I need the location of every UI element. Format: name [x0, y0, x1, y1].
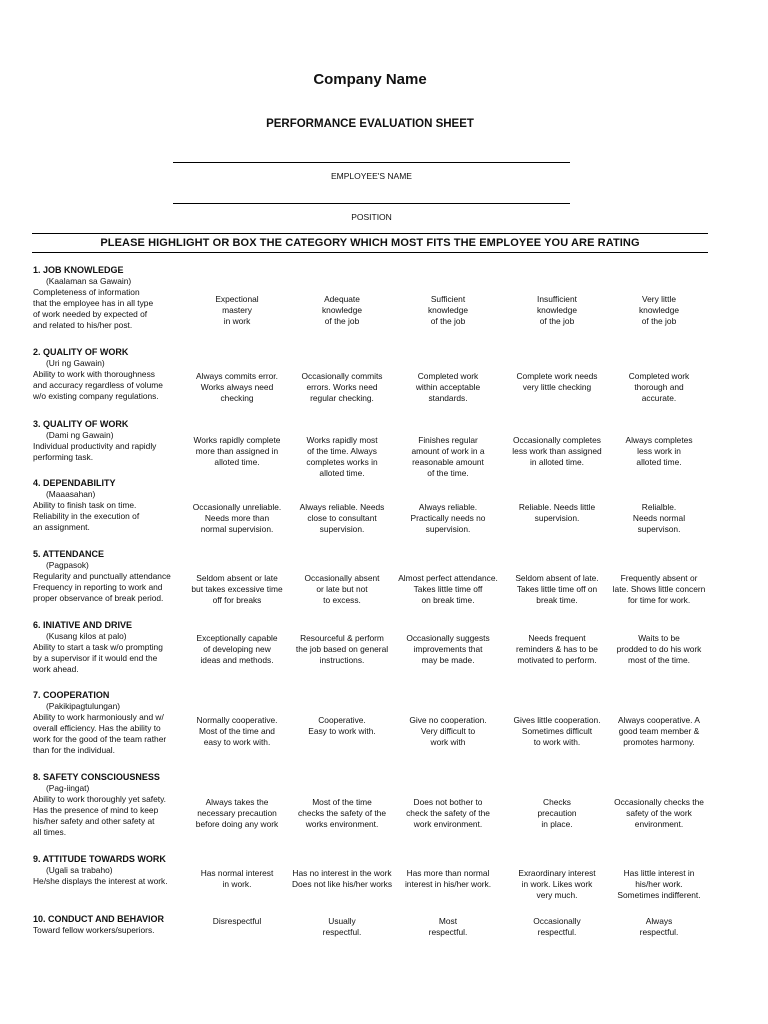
rating-option-4[interactable]: Insufficient knowledge of the job — [536, 294, 578, 326]
rating-option-5[interactable]: Occasionally checks the safety of the work environment. — [614, 797, 704, 829]
rating-option-1[interactable]: Occasionally unreliable. Needs more than normal supervision. — [192, 502, 282, 534]
rating-option-2[interactable]: Adequate knowledge of the job — [321, 294, 363, 326]
rating-option-1[interactable]: Always takes the necessary precaution before doing any work — [195, 797, 279, 829]
rating-option-4[interactable]: Checks precaution in place. — [537, 797, 577, 829]
rating-option-5[interactable]: Always cooperative. A good team member & promotes harmony. — [618, 715, 700, 747]
rating-option-4[interactable]: Gives little cooperation. Sometimes difficult to work with. — [513, 715, 601, 747]
rating-option-4[interactable]: Occasionally completes less work than assigned in alloted time. — [512, 435, 602, 467]
rating-option-2[interactable]: Most of the time checks the safety of the works environment. — [298, 797, 386, 829]
rating-option-1[interactable]: Works rapidly complete more than assigned in alloted time. — [193, 435, 281, 467]
instruction-banner: PLEASE HIGHLIGHT OR BOX THE CATEGORY WHICH MOST FITS THE EMPLOYEE YOU ARE RATING — [100, 237, 640, 249]
section-title: 8. SAFETY CONSCIOUSNESS — [33, 772, 160, 782]
section-description: Ability to work thoroughly yet safety. Has the presence of mind to keep his/her safety and other safety at all times. — [33, 794, 166, 837]
rating-option-5[interactable]: Very little knowledge of the job — [638, 294, 680, 326]
rating-option-4[interactable]: Needs frequent reminders & has to be motivated to perform. — [516, 633, 598, 665]
rating-option-5[interactable]: Always respectful. — [639, 916, 679, 937]
section-local-title: (Pakikipagtulungan) — [46, 701, 121, 711]
section-local-title: (Kaalaman sa Gawain) — [46, 276, 132, 286]
section-title: 1. JOB KNOWLEDGE — [33, 265, 124, 275]
section-local-title: (Pagpasok) — [46, 560, 89, 570]
rating-option-5[interactable]: Frequently absent or late. Shows little concern for time for work. — [612, 573, 706, 605]
section-description: Toward fellow workers/superiors. — [33, 925, 155, 935]
rating-option-1[interactable]: Seldom absent or late but takes excessive time off for breaks — [191, 573, 283, 605]
section-local-title: (Pag-iingat) — [46, 783, 90, 793]
rating-option-5[interactable]: Waits to be prodded to do his work most of the time. — [616, 633, 702, 665]
rating-option-1[interactable]: Exceptionally capable of developing new ideas and methods. — [196, 633, 278, 665]
rating-option-1[interactable]: Disrespectful — [212, 916, 262, 926]
rating-option-2[interactable]: Occasionally commits errors. Works need regular checking. — [301, 371, 383, 403]
rating-option-5[interactable]: Always completes less work in alloted time. — [625, 435, 693, 467]
section-description: He/she displays the interest at work. — [33, 876, 168, 886]
section-description: Completeness of information that the employee has in all type of work needed by expected of and related to his/her post. — [33, 287, 154, 330]
section-local-title: (Maaasahan) — [46, 489, 96, 499]
section-title: 2. QUALITY OF WORK — [33, 347, 129, 357]
rating-option-1[interactable]: Expectional mastery in work — [215, 294, 259, 326]
position-line[interactable] — [173, 203, 570, 204]
section-description: Ability to work with thoroughness and accuracy regardless of volume w/o existing company regulations. — [33, 369, 163, 401]
section-title: 4. DEPENDABILITY — [33, 478, 116, 488]
rating-option-2[interactable]: Works rapidly most of the time. Always completes works in alloted time. — [306, 435, 378, 478]
rating-option-3[interactable]: Sufficient knowledge of the job — [427, 294, 469, 326]
rating-option-2[interactable]: Occasionally absent or late but not to excess. — [304, 573, 380, 605]
rating-option-3[interactable]: Most respectful. — [428, 916, 468, 937]
rating-option-4[interactable]: Occasionally respectful. — [533, 916, 581, 937]
section-title: 9. ATTITUDE TOWARDS WORK — [33, 854, 166, 864]
position-label: POSITION — [351, 212, 392, 222]
rating-option-2[interactable]: Resourceful & perform the job based on general instructions. — [295, 633, 389, 665]
section-local-title: (Kusang kilos at palo) — [46, 631, 127, 641]
rating-option-2[interactable]: Always reliable. Needs close to consultant supervision. — [299, 502, 385, 534]
rating-option-3[interactable]: Completed work within acceptable standards. — [415, 371, 481, 403]
rating-option-3[interactable]: Finishes regular amount of work in a reasonable amount of the time. — [411, 435, 485, 478]
section-title: 10. CONDUCT AND BEHAVIOR — [33, 914, 165, 924]
rating-option-2[interactable]: Cooperative. Easy to work with. — [308, 715, 376, 736]
section-description: Regularity and punctually attendance Frequency in reporting to work and proper observance of break period. — [33, 571, 171, 603]
company-name: Company Name — [313, 71, 427, 88]
banner-top-rule — [32, 233, 708, 234]
section-local-title: (Dami ng Gawain) — [46, 430, 114, 440]
rating-option-1[interactable]: Normally cooperative. Most of the time and easy to work with. — [196, 715, 278, 747]
rating-option-3[interactable]: Occasionally suggests improvements that may be made. — [406, 633, 490, 665]
rating-option-3[interactable]: Always reliable. Practically needs no supervision. — [410, 502, 486, 534]
section-title: 3. QUALITY OF WORK — [33, 419, 129, 429]
employee-name-line[interactable] — [173, 162, 570, 163]
section-local-title: (Ugali sa trabaho) — [46, 865, 113, 875]
section-description: Ability to finish task on time. Reliability in the execution of an assignment. — [33, 500, 140, 532]
section-description: Ability to work harmoniously and w/ overall efficiency. Has the ability to work for the good of the team rather than for the individual. — [33, 712, 167, 755]
rating-option-3[interactable]: Almost perfect attendance. Takes little time off on break time. — [398, 573, 498, 605]
section-description: Individual productivity and rapidly performing task. — [33, 441, 157, 462]
rating-option-4[interactable]: Complete work needs very little checking — [516, 371, 598, 392]
rating-option-5[interactable]: Has little interest in his/her work. Sometimes indifferent. — [617, 868, 701, 900]
section-title: 6. INIATIVE AND DRIVE — [33, 620, 133, 630]
rating-option-1[interactable]: Has normal interest in work. — [200, 868, 274, 889]
rating-option-3[interactable]: Give no cooperation. Very difficult to work with — [409, 715, 487, 747]
rating-option-5[interactable]: Relialble. Needs normal supervison. — [632, 502, 686, 534]
rating-option-4[interactable]: Reliable. Needs little supervision. — [518, 502, 596, 523]
rating-option-5[interactable]: Completed work thorough and accurate. — [628, 371, 690, 403]
rating-option-2[interactable]: Has no interest in the work Does not like his/her works — [291, 868, 393, 889]
rating-option-4[interactable]: Exraordinary interest in work. Likes work very much. — [518, 868, 596, 900]
employee-name-label: EMPLOYEE'S NAME — [331, 171, 412, 181]
rating-option-4[interactable]: Seldom absent of late. Takes little time off on break time. — [515, 573, 599, 605]
banner-bottom-rule — [32, 252, 708, 253]
section-description: Ability to start a task w/o prompting by a supervisor if it would end the work ahead. — [33, 642, 163, 674]
rating-option-2[interactable]: Usually respectful. — [322, 916, 362, 937]
rating-option-3[interactable]: Has more than normal interest in his/her work. — [404, 868, 492, 889]
section-title: 5. ATTENDANCE — [33, 549, 105, 559]
rating-option-1[interactable]: Always commits error. Works always need checking — [196, 371, 278, 403]
sheet-title: PERFORMANCE EVALUATION SHEET — [266, 118, 474, 130]
rating-option-3[interactable]: Does not bother to check the safety of the work environment. — [406, 797, 490, 829]
section-local-title: (Uri ng Gawain) — [46, 358, 105, 368]
section-title: 7. COOPERATION — [33, 690, 110, 700]
